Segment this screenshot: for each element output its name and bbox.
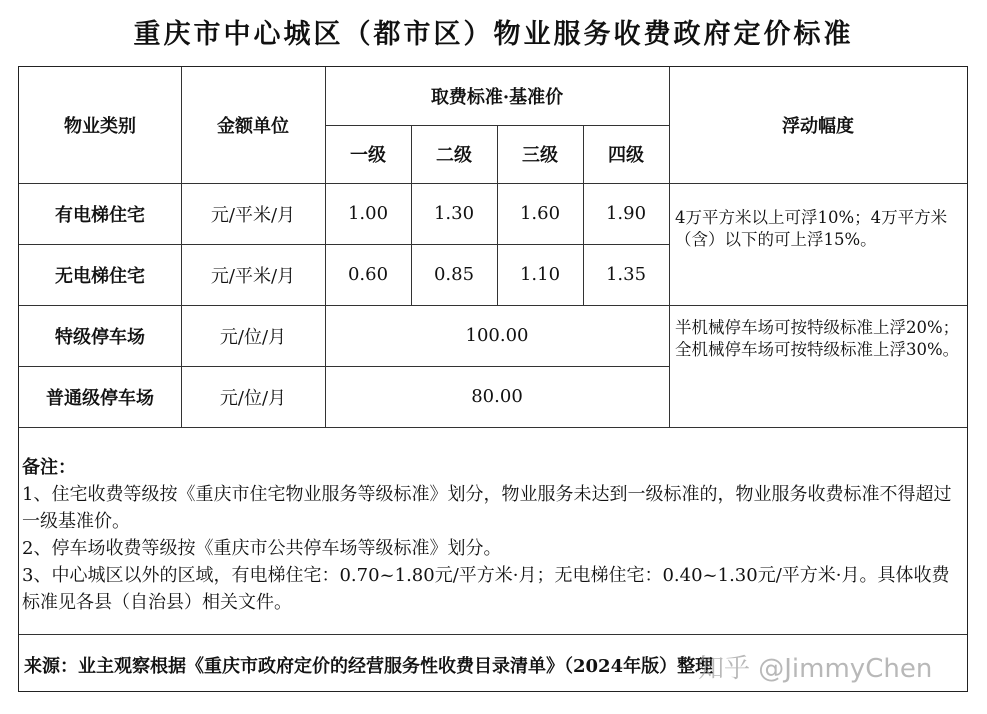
header-price-group: 取费标准·基准价: [430, 87, 564, 108]
watermark: 知乎 @JimmyChen: [698, 654, 933, 684]
row-name-premium-parking: 特级停车场: [55, 326, 145, 348]
note-item: 1、住宅收费等级按《重庆市住宅物业服务等级标准》划分，物业服务未达到一级标准的，物业服务收费标准不得超过一级基准价。: [22, 484, 952, 532]
note-item: 2、停车场收费等级按《重庆市公共停车场等级标准》划分。: [22, 538, 502, 559]
float-note-residential: 4万平方米以上可浮10%；4万平方米（含）以下的可上浮15%。: [675, 208, 948, 249]
header-float: 浮动幅度: [782, 116, 854, 137]
header-level-4: 四级: [608, 145, 644, 166]
row-name-standard-parking: 普通级停车场: [46, 387, 154, 409]
row-unit-premium-parking: 元/位/月: [219, 326, 287, 348]
price-cell: 1.60: [519, 203, 561, 224]
page-title: 重庆市中心城区（都市区）物业服务收费政府定价标准: [133, 19, 854, 50]
price-cell: 80.00: [471, 386, 523, 407]
header-level-1: 一级: [350, 145, 386, 166]
row-unit-standard-parking: 元/位/月: [219, 387, 287, 409]
notes-section: [22, 454, 952, 616]
note-item: 3、中心城区以外的区域，有电梯住宅：0.70~1.80元/平方米·月；无电梯住宅：0.40~1.30元/平方米·月。具体收费标准见各县（自治县）相关文件。: [22, 565, 950, 613]
row-unit-elevator: 元/平米/月: [210, 204, 296, 226]
header-level-3: 三级: [522, 145, 558, 166]
row-name-elevator: 有电梯住宅: [55, 204, 145, 226]
row-name-no-elevator: 无电梯住宅: [55, 265, 145, 287]
source-line: 来源：业主观察根据《重庆市政府定价的经营服务性收费目录清单》（2024年版）整理: [24, 656, 714, 677]
header-level-2: 二级: [436, 145, 472, 166]
price-cell: 1.30: [433, 203, 475, 224]
price-cell: 0.85: [433, 264, 475, 285]
row-unit-no-elevator: 元/平米/月: [210, 265, 296, 287]
header-category: 物业类别: [64, 116, 136, 137]
float-note-parking: 半机械停车场可按特级标准上浮20%；全机械停车场可按特级标准上浮30%。: [675, 318, 960, 359]
price-cell: 100.00: [465, 325, 529, 346]
price-cell: 1.90: [605, 203, 647, 224]
price-cell: 0.60: [347, 264, 389, 285]
price-cell: 1.35: [605, 264, 647, 285]
notes-heading: 备注：: [22, 457, 76, 478]
price-cell: 1.10: [519, 264, 561, 285]
price-cell: 1.00: [347, 203, 389, 224]
header-unit: 金额单位: [217, 116, 289, 137]
